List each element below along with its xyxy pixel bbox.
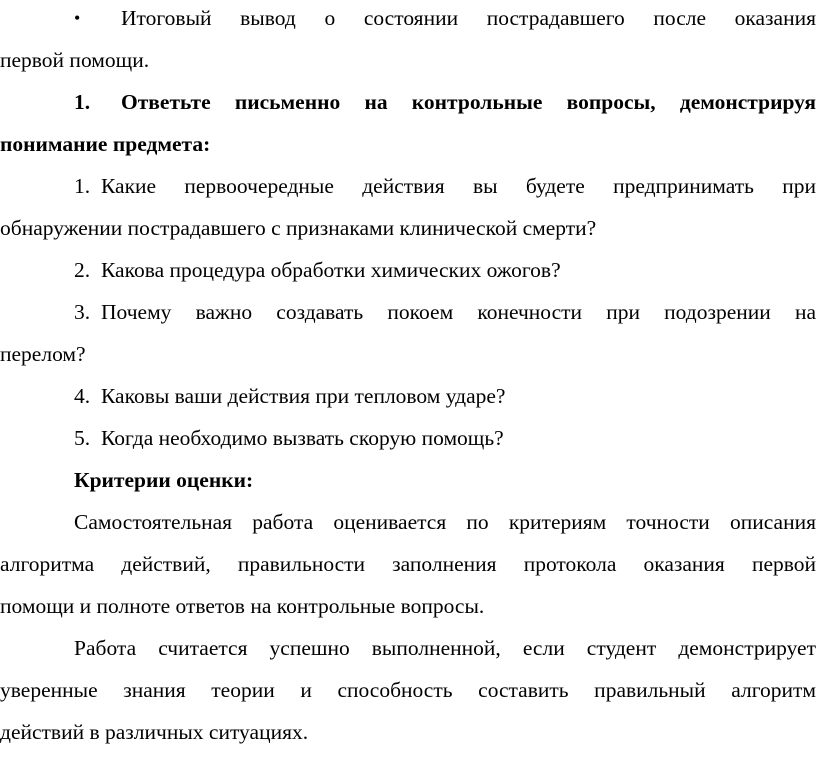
criteria-paragraph-1-text-2: алгоритма действий, правильности заполнения протокола оказания первой — [0, 552, 816, 576]
question-5-text: Когда необходимо вызвать скорую помощь? — [101, 426, 504, 450]
criteria-paragraph-1-line-1 — [0, 501, 816, 543]
question-3-line-1 — [0, 291, 816, 333]
bullet-item-text: Итоговый вывод о состоянии пострадавшего после оказания — [121, 6, 816, 30]
question-5-number: 5. — [74, 426, 91, 450]
criteria-paragraph-2-text-1: Работа считается успешно выполненной, если студент демонстрирует — [74, 636, 816, 660]
criteria-heading — [0, 459, 816, 501]
question-1-text: Какие первоочередные действия вы будете предпринимать при — [101, 174, 816, 198]
criteria-heading-text: Критерии оценки: — [74, 468, 254, 492]
question-5 — [0, 417, 816, 459]
criteria-paragraph-1-text-1: Самостоятельная работа оценивается по критериям точности описания — [74, 510, 816, 534]
question-3-text: Почему важно создавать покоем конечности при подозрении на — [101, 300, 816, 324]
task-heading-line-1 — [0, 81, 816, 123]
task-heading-number: 1. — [74, 90, 91, 114]
question-2-number: 2. — [74, 258, 91, 282]
task-heading-line-2: понимание предмета: — [0, 132, 211, 156]
task-heading-text: Ответьте письменно на контрольные вопросы, демонстрируя — [121, 90, 816, 114]
question-3-line-2: перелом? — [0, 342, 86, 366]
criteria-paragraph-1-line-3: помощи и полноте ответов на контрольные вопросы. — [0, 594, 485, 618]
bullet-item-line-1 — [0, 0, 816, 39]
question-2 — [0, 249, 816, 291]
criteria-paragraph-1-line-2 — [0, 543, 816, 585]
bullet-item-line-2: первой помощи. — [0, 48, 150, 72]
bullet-icon: • — [74, 8, 81, 28]
criteria-paragraph-2-line-1 — [0, 627, 816, 669]
question-2-text: Какова процедура обработки химических ожогов? — [101, 258, 561, 282]
criteria-paragraph-2-text-2: уверенные знания теории и способность составить правильный алгоритм — [0, 678, 816, 702]
criteria-paragraph-2-line-2 — [0, 669, 816, 711]
question-1-line-2: обнаружении пострадавшего с признаками клинической смерти? — [0, 216, 597, 240]
question-4-number: 4. — [74, 384, 91, 408]
question-3-number: 3. — [74, 300, 91, 324]
question-4-text: Каковы ваши действия при тепловом ударе? — [101, 384, 506, 408]
question-4 — [0, 375, 816, 417]
question-1-line-1 — [0, 165, 816, 207]
question-1-number: 1. — [74, 174, 91, 198]
criteria-paragraph-2-line-3: действий в различных ситуациях. — [0, 720, 309, 744]
